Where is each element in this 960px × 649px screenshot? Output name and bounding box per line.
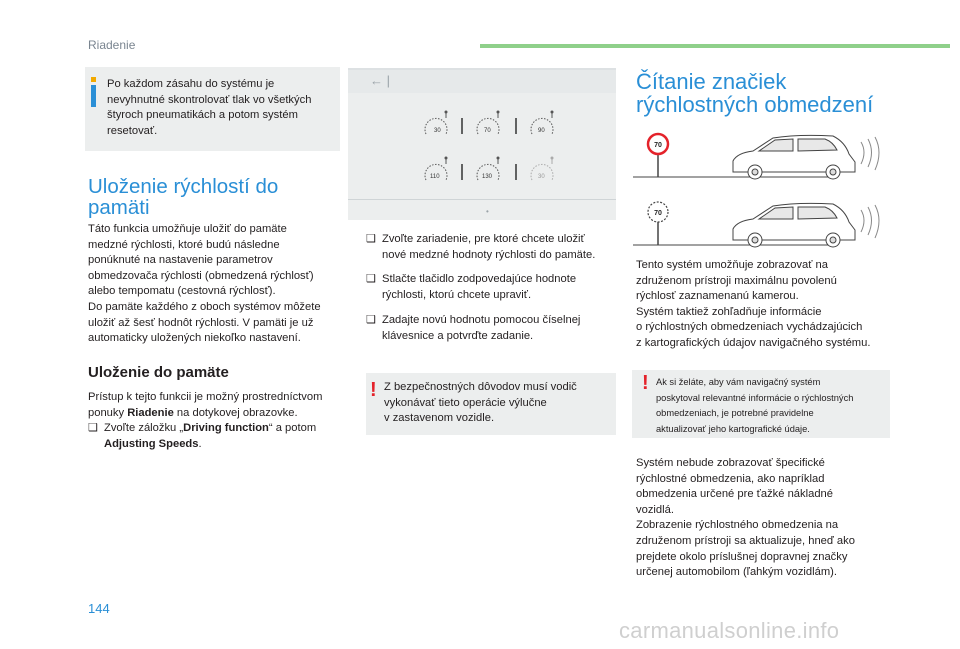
speed-value: 90 — [538, 128, 545, 134]
sign-reading-figure-1 — [633, 128, 893, 184]
checkbox-marker-icon: ❑ — [366, 233, 377, 245]
checkbox-marker-icon: ❑ — [366, 273, 377, 285]
checkbox-marker-icon: ❑ — [366, 314, 377, 326]
navigation-warning-text: Ak si želáte, aby vám navigačný systém poskytoval relevantné informácie o rýchlostných obmedzeniach, je potrebné pravidelne aktualizovať jeho kartografické údaje. — [656, 377, 854, 434]
speed-button-inactive[interactable] — [531, 157, 554, 181]
page-number: 144 — [88, 601, 110, 616]
section-label: Riadenie — [88, 38, 136, 52]
sign-reading-limitations: Systém nebude zobrazovať špecifické rýchlostné obmedzenia, ako napríklad obmedzenia určené pre ťažké nákladné vozidlá. Zobrazenie rýchlostného obmedzenia na združenom prístroji sa aktualizuje, hneď ako prejdete okolo príslušnej dopravnej značky určenej automobilom (ľahkým vozidlám). — [636, 457, 855, 579]
speed-memory-description: Táto funkcia umožňuje uložiť do pamäte medzné rýchlosti, ktoré budú následne ponúknuté na nastavenie parametrov obmedzovača rýchlosti (obmedzená rýchlosť) alebo tempomatu (cestovná rýchlosť). Do pamäte každého z oboch systémov môžete uložiť až šesť hodnôt rýchlosti. V pamäti je už automaticky uložených niekoľko nastavení. — [88, 223, 321, 345]
safety-warning-box — [366, 373, 616, 435]
speed-button[interactable] — [477, 157, 500, 181]
screen-divider — [348, 199, 616, 200]
storing-intro: Prístup k tejto funkcii je možný prostredníctvom ponuky Riadenie na dotykovej obrazovke. — [88, 391, 323, 419]
sign-reading-figure-2 — [633, 196, 893, 252]
arrow-left-icon[interactable]: ← | — [370, 73, 390, 88]
section-bar — [480, 44, 950, 48]
speed-value: 30 — [434, 128, 441, 134]
menu-name-riadenie: Riadenie — [127, 406, 174, 419]
info-note-text: Po každom zásahu do systému je nevyhnutné skontrolovať tlak vo všetkých štyroch pneumatikách a potom systém resetovať. — [107, 78, 312, 137]
warning-icon: ! — [642, 372, 649, 394]
sign-value: 70 — [654, 210, 662, 217]
safety-warning-text: Z bezpečnostných dôvodov musí vodič vykonávať tieto operácie výlučne v zastavenom vozidle. — [384, 381, 577, 425]
sign-value: 70 — [654, 142, 662, 149]
speed-value: 110 — [430, 174, 440, 180]
screen-title-bar — [348, 70, 616, 93]
car-icon — [733, 203, 855, 247]
speed-button[interactable] — [477, 111, 500, 135]
car-icon — [733, 135, 855, 179]
navigation-warning-box — [632, 370, 890, 438]
page-indicator: • — [486, 207, 489, 216]
storing-step-1: ❑ Zvoľte záložku „Driving function“ a potom Adjusting Speeds. — [88, 422, 317, 450]
step-1: ❑ Zvoľte zariadenie, pre ktoré chcete uložiť nové medzné hodnoty rýchlosti do pamäte. — [366, 233, 596, 261]
watermark: carmanualsonline.info — [619, 618, 840, 643]
speed-value: 30 — [538, 174, 545, 180]
checkbox-marker-icon: ❑ — [88, 422, 99, 434]
sign-reading-description: Tento systém umožňuje zobrazovať na združenom prístroji maximálnu povolenú rýchlosť zaznamenanú kamerou. Systém taktiež zohľadňuje informácie o rýchlostných obmedzeniach vychádzajúcich z kartografických údajov navigačného systému. — [636, 259, 871, 349]
storing-title: Uloženie do pamäte — [88, 364, 229, 381]
speed-button[interactable] — [425, 111, 448, 135]
info-icon — [91, 77, 96, 107]
speed-button[interactable] — [425, 157, 448, 181]
speed-buttons-grid — [348, 94, 616, 219]
step-2: ❑ Stlačte tlačidlo zodpovedajúce hodnote rýchlosti, ktorú chcete upraviť. — [366, 273, 577, 301]
speed-button[interactable] — [531, 111, 554, 135]
speed-value: 70 — [484, 128, 491, 134]
sign-reading-title: Čítanie značiek rýchlostných obmedzení — [636, 69, 874, 117]
speed-memory-screen — [348, 68, 616, 220]
warning-icon: ! — [370, 379, 377, 401]
speed-memory-title: Uloženie rýchlostí do pamäti — [88, 175, 279, 219]
info-note-box — [85, 67, 340, 151]
step-3: ❑ Zadajte novú hodnotu pomocou číselnej klávesnice a potvrďte zadanie. — [366, 314, 581, 342]
speed-value: 130 — [482, 174, 493, 180]
